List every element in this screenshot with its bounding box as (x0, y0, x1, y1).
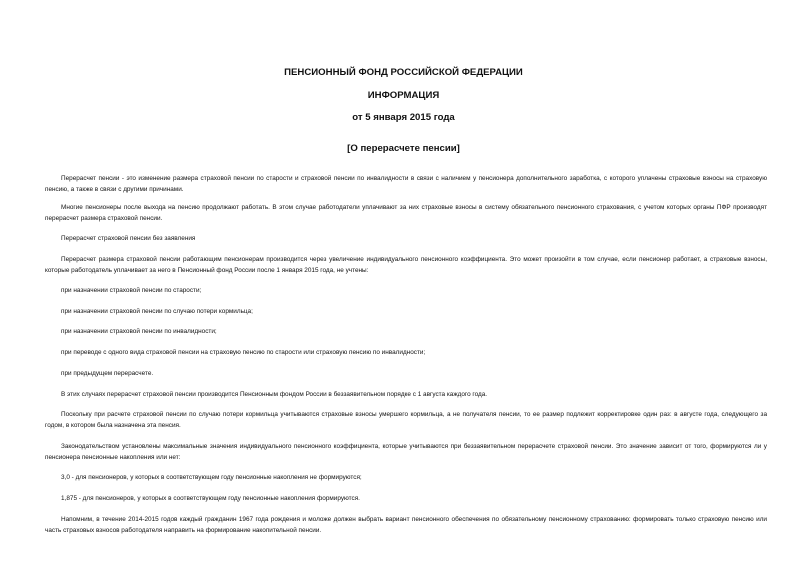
organization-title: ПЕНСИОННЫЙ ФОНД РОССИЙСКОЙ ФЕДЕРАЦИИ (284, 67, 523, 78)
paragraph-august-recalc: В этих случаях перерасчет страховой пенсии производится Пенсионным фондом России в беззаявительном порядке с 1 августа каждого года. (61, 391, 488, 398)
list-item-previous-recalc: при предыдущем перерасчете. (61, 370, 154, 377)
list-item-value-3: 3,0 - для пенсионеров, у которых в соответствующем году пенсионные накопления не формируются; (61, 474, 362, 481)
list-item-old-age: при назначении страховой пенсии по старости; (61, 287, 202, 294)
paragraph-coefficient: Перерасчет размера страховой пенсии работающим пенсионерам производится через увеличение индивидуального пенсионного коэффициента. Это может произойти в том случае, если пенсионер работает, а страховые взносы, которые работодатель уплачивает за него в Пенсионный фонд России после 1 января 2015 года, не учтены: (45, 256, 767, 274)
list-item-transfer: при переводе с одного вида страховой пенсии на страховую пенсию по старости или страховую пенсию по инвалидности; (61, 349, 426, 356)
paragraph-working-pensioners: Многие пенсионеры после выхода на пенсию продолжают работать. В этом случае работодатели уплачивают за них страховые взносы в систему обязательного пенсионного страхования, с учетом которых органы ПФР производят перерасчет размера страховой пенсии. (45, 204, 767, 222)
paragraph-breadwinner: Поскольку при расчете страховой пенсии по случаю потери кормильца учитываются страховые взносы умершего кормильца, а не получателя пенсии, то ее размер подлежит корректировке один раз: в августе года, следующего за годом, в котором была назначена эта пенсия. (45, 411, 767, 429)
paragraph-max-values: Законодательством установлены максимальные значения индивидуального пенсионного коэффициента, которые учитываются при беззаявительном перерасчете страховой пенсии. Это значение зависит от того, формируются ли у пенсионера пенсионные накопления или нет: (45, 443, 767, 461)
paragraph-reminder: Напомним, в течение 2014-2015 годов каждый гражданин 1967 года рождения и моложе должен выбрать вариант пенсионного обеспечения по обязательному пенсионному страхованию: формировать только страховую пенсию или часть страховых взносов работодателя направить на формирование накопительной пенсии. (45, 516, 767, 534)
list-item-breadwinner-loss: при назначении страховой пенсии по случаю потери кормильца; (61, 308, 253, 315)
section-heading-no-application: Перерасчет страховой пенсии без заявления (61, 235, 196, 242)
paragraph-definition: Перерасчет пенсии - это изменение размера страховой пенсии по старости и страховой пенсии по инвалидности в связи с наличием у пенсионера дополнительного заработка, с которого уплачены страховые взносы на страховую пенсию, а также в связи с другими причинами. (45, 175, 767, 193)
list-item-value-1875: 1,875 - для пенсионеров, у которых в соответствующем году пенсионные накопления формируются. (61, 495, 360, 502)
document-type: ИНФОРМАЦИЯ (367, 90, 440, 101)
document-subject: [О перерасчете пенсии] (347, 143, 460, 154)
document-date: от 5 января 2015 года (352, 112, 455, 123)
list-item-disability: при назначении страховой пенсии по инвалидности; (61, 328, 217, 335)
